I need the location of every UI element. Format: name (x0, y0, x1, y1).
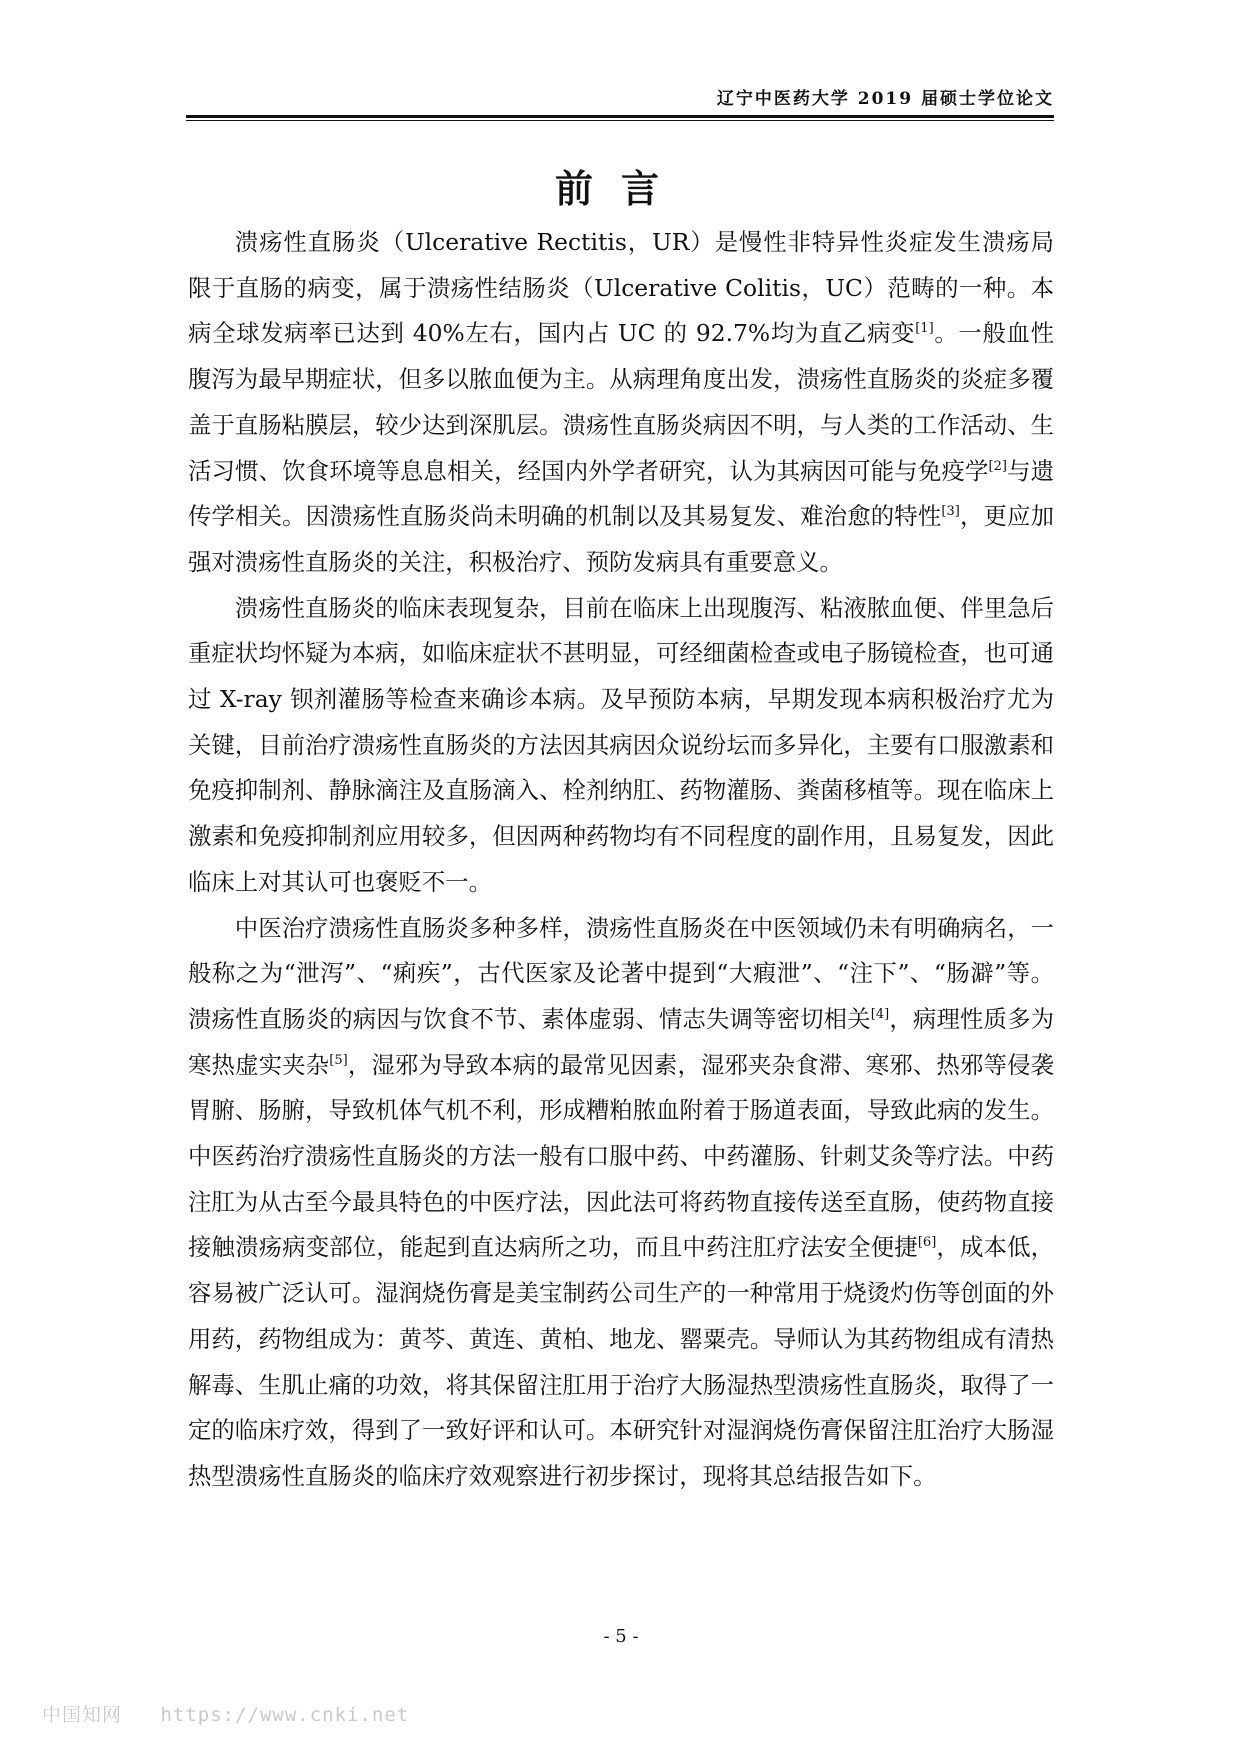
paragraph (188, 220, 1054, 586)
header-rule (186, 115, 1054, 118)
body-text (188, 220, 1054, 1500)
citation-marker: [6] (917, 1235, 937, 1251)
paragraph-text: 与遗传学相关。因溃疡性直肠炎尚未明确的机制以及其易复发、难治愈的特性 (188, 456, 1055, 531)
paragraph-text: 溃疡性直肠炎的临床表现复杂，目前在临床上出现腹泻、粘液脓血便、伴里急后重症状均怀疑为本病，如临床症状不甚明显，可经细菌检查或电子肠镜检查，也可通过 X-ray 钡剂灌肠等检查来确诊本病。及早预防本病，早期发现本病积极治疗尤为关键，目前治疗溃疡性直肠炎的方法因其病因众说纷坛而多异化，主要有口服激素和免疫抑制剂、静脉滴注及直肠滴入、栓剂纳肛、药物灌肠、粪菌移植等。现在临床上激素和免疫抑制剂应用较多，但因两种药物均有不同程度的副作用，且易复发，因此临床上对其认可也褒贬不一。 (188, 593, 1054, 896)
paragraph-text: 溃疡性直肠炎（Ulcerative Rectitis，UR）是慢性非特异性炎症发生溃疡局限于直肠的病变，属于溃疡性结肠炎（Ulcerative Colitis，UC）范畴的一种。本病全球发病率已达到 40%左右，国内占 UC 的 92.7%均为直乙病变 (188, 228, 1054, 348)
paragraph-text: ，更应加强对溃疡性直肠炎的关注，积极治疗、预防发病具有重要意义。 (188, 502, 1055, 576)
paragraph (188, 906, 1054, 1500)
citation-marker: [1] (915, 321, 934, 337)
section-title: 前言 (554, 167, 687, 211)
watermark (42, 1700, 409, 1727)
citation-marker: [2] (988, 458, 1007, 474)
citation-marker: [5] (329, 1052, 348, 1068)
paragraph-text: ，成本低，容易被广泛认可。湿润烧伤膏是美宝制药公司生产的一种常用于烧烫灼伤等创面的外用药，药物组成为：黄芩、黄连、黄柏、地龙、罂粟壳。导师认为其药物组成有清热解毒、生肌止痛的功效，将其保留注肛用于治疗大肠湿热型溃疡性直肠炎，取得了一定的临床疗效，得到了一致好评和认可。本研究针对湿润烧伤膏保留注肛治疗大肠湿热型溃疡性直肠炎的临床疗效观察进行初步探讨，现将其总结报告如下。 (188, 1233, 1055, 1490)
paragraph-text: ，湿邪为导致本病的最常见因素，湿邪夹杂食滞、寒邪、热邪等侵袭胃腑、肠腑，导致机体气机不利，形成糟粕脓血附着于肠道表面，导致此病的发生。中医药治疗溃疡性直肠炎的方法一般有口服中药、中药灌肠、针刺艾灸等疗法。中药注肛为从古至今最具特色的中医疗法，因此法可将药物直接传送至直肠，使药物直接接触溃疡病变部位，能起到直达病所之功，而且中药注肛疗法安全便捷 (188, 1050, 1054, 1262)
citation-marker: [3] (941, 504, 960, 520)
paragraph-text: 中医治疗溃疡性直肠炎多种多样，溃疡性直肠炎在中医领域仍未有明确病名，一般称之为“泄泻”、“痢疾”，古代医家及论著中提到“大瘕泄”、“注下”、“肠澼”等。溃疡性直肠炎的病因与饮食不节、素体虚弱、情志失调等密切相关 (188, 913, 1054, 1033)
paragraph-text: ，病理性质多为寒热虚实夹杂 (188, 1004, 1055, 1079)
paragraph (188, 586, 1054, 906)
header-rule-thin (186, 120, 1054, 121)
paragraph-text: 。一般血性腹泻为最早期症状，但多以脓血便为主。从病理角度出发，溃疡性直肠炎的炎症多覆盖于直肠粘膜层，较少达到深肌层。溃疡性直肠炎病因不明，与人类的工作活动、生活习惯、饮食环境等息息相关，经国内外学者研究，认为其病因可能与免疫学 (188, 319, 1054, 485)
watermark-brand: 中国知网 (42, 1704, 123, 1726)
watermark-url: https://www.cnki.net (160, 1704, 410, 1726)
citation-marker: [4] (870, 1007, 890, 1023)
running-header: 辽宁中医药大学 2019 届硕士学位论文 (716, 89, 1054, 109)
page-number: - 5 - (603, 1626, 639, 1647)
